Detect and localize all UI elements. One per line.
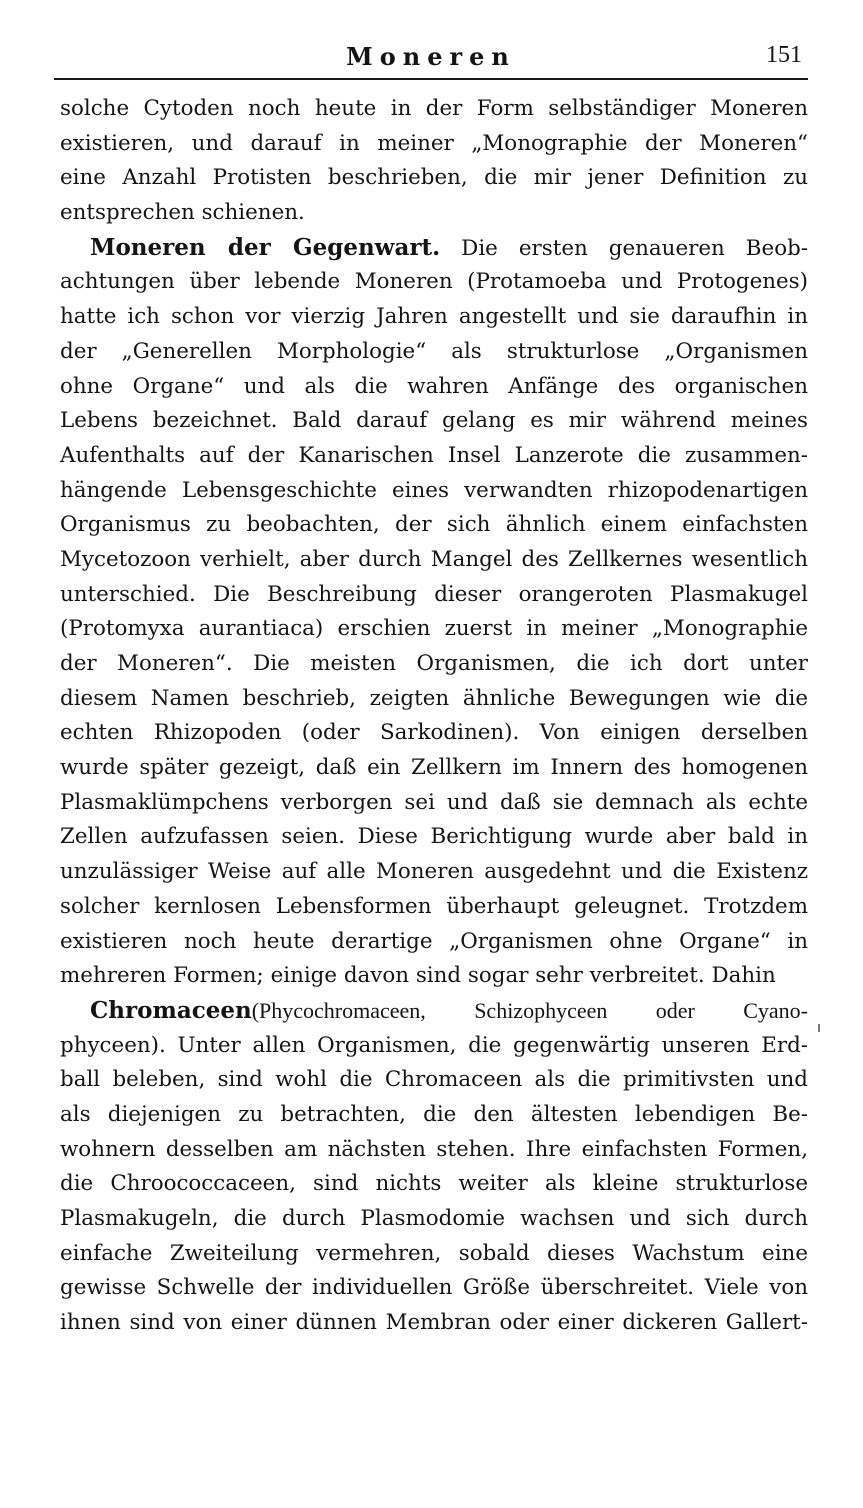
text-line: der „Generellen Morphologie“ als strukturlose „Organismen bbox=[60, 338, 808, 364]
text-line: hatte ich schon vor vierzig Jahren angestellt und sie daraufhin in bbox=[60, 304, 808, 330]
paragraph-first-line bbox=[60, 994, 808, 1029]
text-line: solche Cytoden noch heute in der Form selbständiger Moneren bbox=[60, 96, 808, 121]
text-line: solcher kernlosen Lebensformen überhaupt geleugnet. Trotzdem bbox=[60, 893, 808, 919]
text-line: (Protomyxa aurantiaca) erschien zuerst in meiner „Monographie bbox=[60, 616, 808, 642]
text-line: mehreren Formen; einige davon sind sogar sehr verbreitet. Dahin bbox=[60, 963, 776, 989]
text-line: Plasmaklümpchens verborgen sei und daß sie demnach als echte bbox=[60, 789, 808, 815]
text-line: Organismus zu beobachten, der sich ähnlich einem einfachsten bbox=[60, 512, 808, 538]
page-header bbox=[54, 40, 808, 78]
text-line: hängende Lebensgeschichte eines verwandten rhizopodenartigen bbox=[60, 477, 808, 503]
text-line: als diejenigen zu betrachten, die den ältesten lebendigen Be- bbox=[60, 1101, 808, 1127]
text-line: echten Rhizopoden (oder Sarkodinen). Von einigen derselben bbox=[60, 720, 808, 746]
text-line: gewisse Schwelle der individuellen Größe überschreitet. Viele von bbox=[60, 1275, 808, 1301]
text-line: ball beleben, sind wohl die Chromaceen als die primitivsten und bbox=[60, 1067, 808, 1093]
text-line: entsprechen schienen. bbox=[60, 200, 305, 226]
text-line: achtungen über lebende Moneren (Protamoeba und Protogenes) bbox=[60, 269, 808, 295]
text-line: diesem Namen beschrieb, zeigten ähnliche Bewegungen wie die bbox=[60, 685, 808, 711]
text-line: Aufenthalts auf der Kanarischen Insel Lanzerote die zusammen- bbox=[60, 442, 808, 468]
text-line: existieren noch heute derartige „Organismen ohne Organe“ in bbox=[60, 928, 808, 954]
text-line: die Chroococcaceen, sind nichts weiter als kleine strukturlose bbox=[60, 1171, 808, 1197]
text-line: der Moneren“. Die meisten Organismen, die ich dort unter bbox=[60, 651, 808, 676]
section-heading-moneren-der-gegenwart: Moneren der Gegenwart. bbox=[90, 233, 441, 261]
body-text bbox=[60, 92, 808, 1341]
text-line: einfache Zweiteilung vermehren, sobald dieses Wachstum eine bbox=[60, 1240, 808, 1266]
text-line: Zellen aufzufassen seien. Diese Berichtigung wurde aber bald in bbox=[60, 824, 808, 850]
running-title: Moneren bbox=[346, 42, 516, 71]
margin-mark bbox=[818, 1024, 820, 1032]
text-line: ihnen sind von einer dünnen Membran oder einer dickeren Gallert- bbox=[60, 1310, 808, 1336]
text-line: existieren, und darauf in meiner „Monographie der Moneren“ bbox=[60, 130, 808, 156]
text-line: wurde später gezeigt, daß ein Zellkern im Innern des homogenen bbox=[60, 755, 808, 781]
paragraph-first-line bbox=[60, 231, 808, 266]
text-run: Die ersten genaueren Beob- bbox=[461, 235, 808, 261]
text-line: unterschied. Die Beschreibung dieser orangeroten Plasmakugel bbox=[60, 581, 808, 607]
text-line: ohne Organe“ und als die wahren Anfänge des organischen bbox=[60, 373, 808, 399]
text-line: unzulässiger Weise auf alle Moneren ausgedehnt und die Existenz bbox=[60, 859, 808, 885]
text-line: wohnern desselben am nächsten stehen. Ihre einfachsten Formen, bbox=[60, 1136, 808, 1162]
text-run: (Phycochromaceen, Schizophyceen oder Cyano- bbox=[251, 997, 808, 1023]
section-heading-chromaceen: Chromaceen bbox=[90, 996, 252, 1024]
text-line: phyceen). Unter allen Organismen, die gegenwärtig unseren Erd- bbox=[60, 1032, 808, 1058]
text-line: Plasmakugeln, die durch Plasmodomie wachsen und sich durch bbox=[60, 1206, 808, 1231]
header-rule bbox=[54, 78, 808, 80]
text-line: Mycetozoon verhielt, aber durch Mangel des Zellkernes wesentlich bbox=[60, 546, 808, 572]
page-number: 151 bbox=[766, 42, 802, 68]
text-line: eine Anzahl Protisten beschrieben, die mir jener Definition zu bbox=[60, 165, 808, 191]
text-line: Lebens bezeichnet. Bald darauf gelang es mir während meines bbox=[60, 408, 808, 434]
